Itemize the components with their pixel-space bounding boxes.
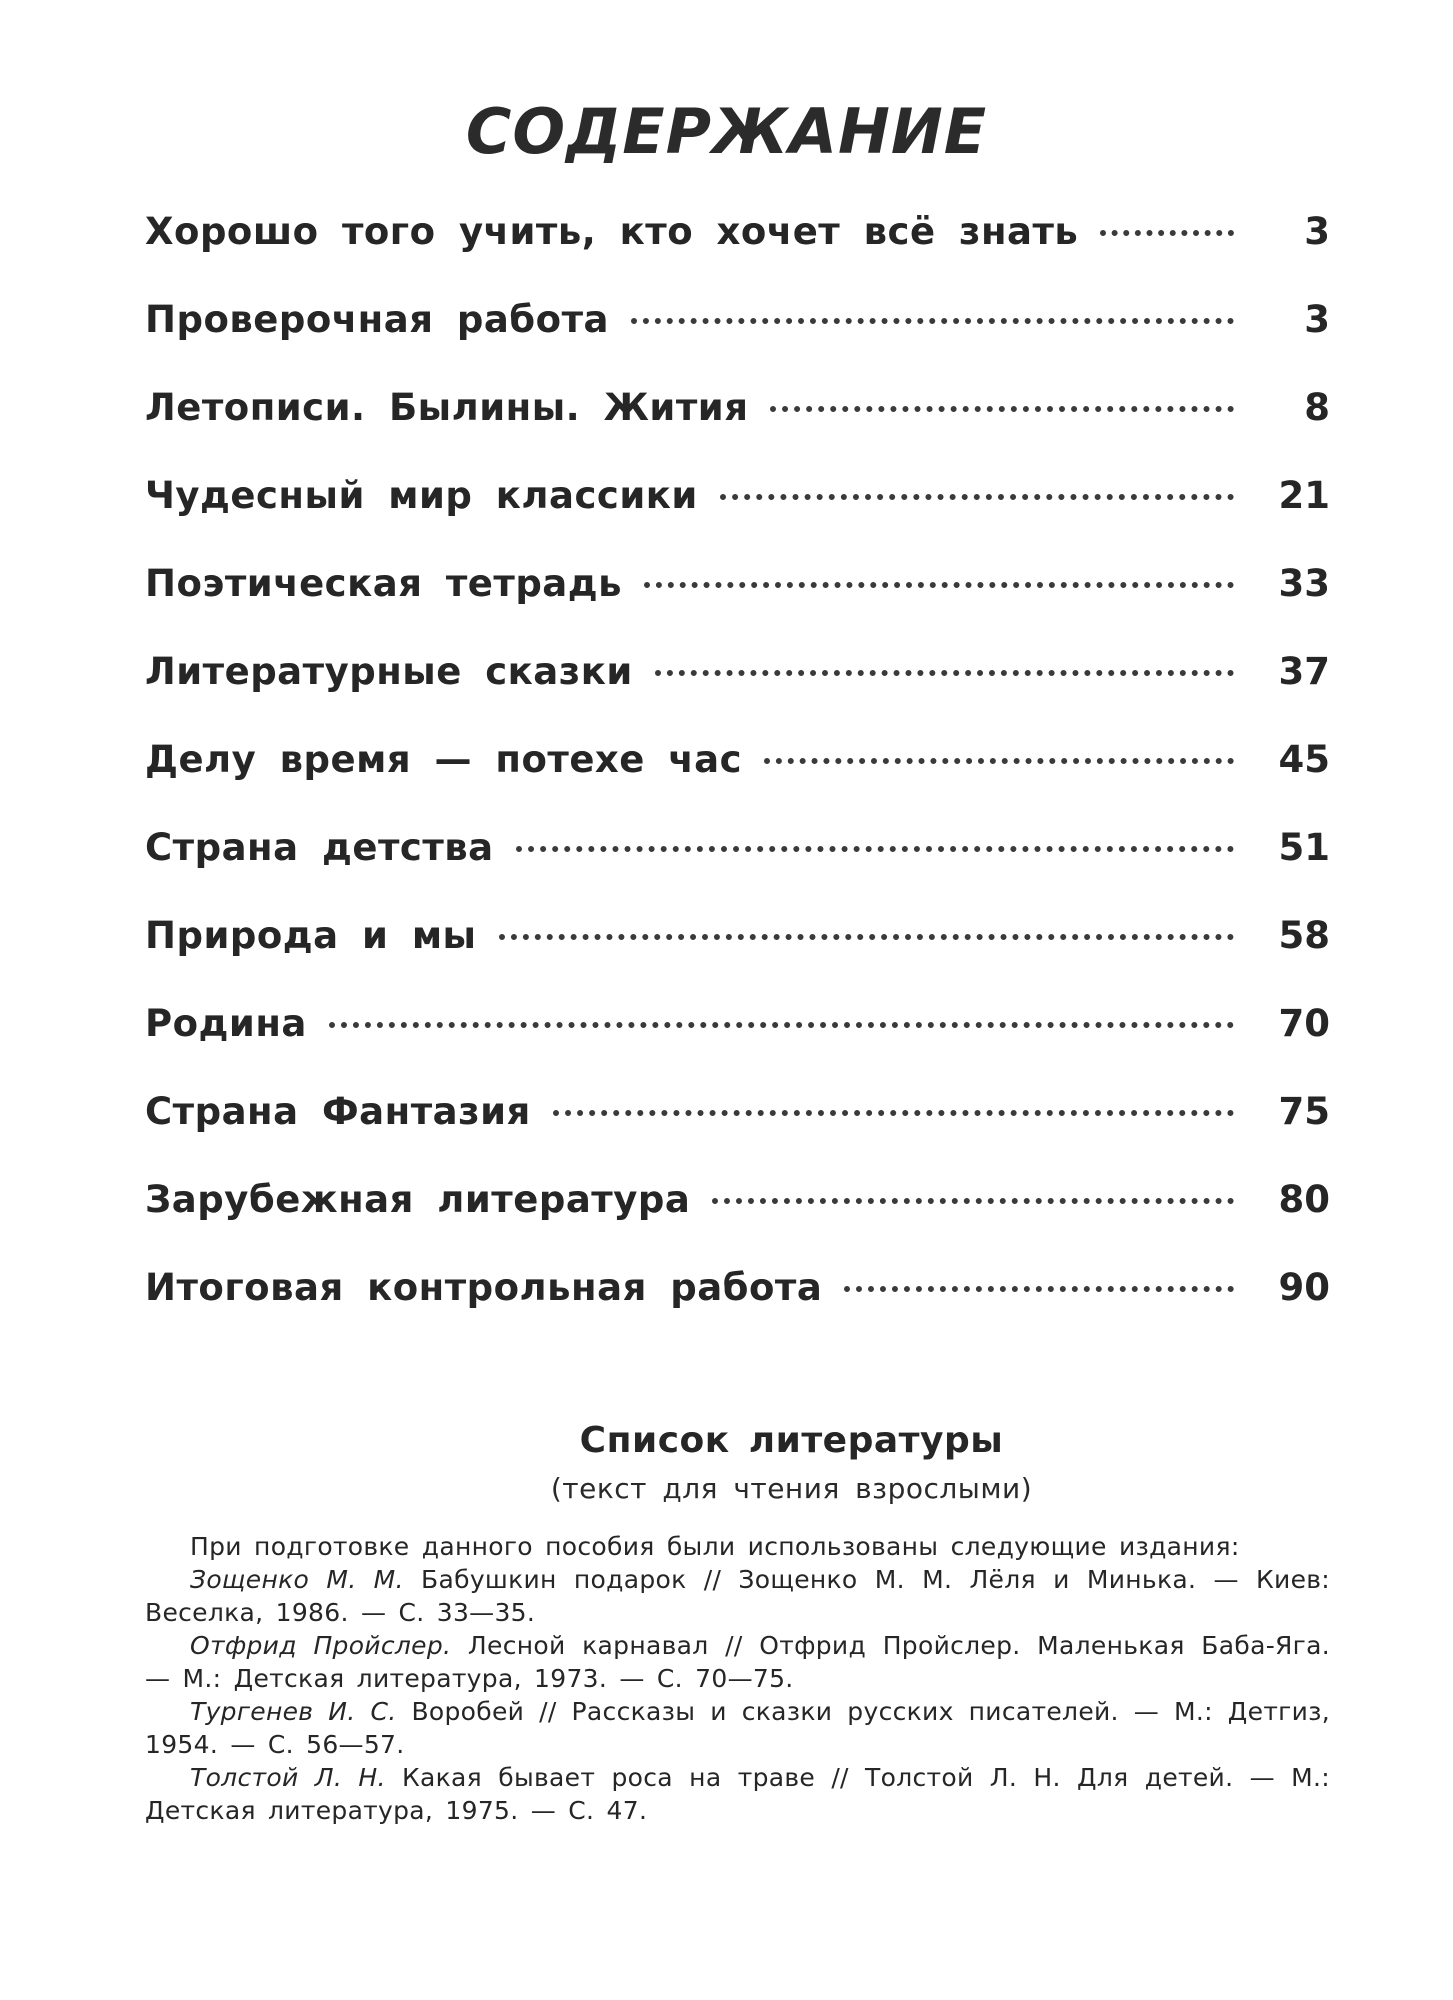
bibliography-subtitle: (текст для чтения взрослыми) (550, 1472, 1033, 1505)
toc-dot-leader (499, 934, 1234, 940)
toc-dot-leader (712, 1198, 1234, 1204)
bibliography-entry-text: Какая бывает роса на траве // Толстой Л. Н. Для детей. — М.: Детская литература, 1975. — С. 47. (145, 1763, 1330, 1825)
toc-entry (145, 738, 1330, 826)
toc-entry-label: Проверочная работа (145, 298, 609, 341)
toc-entry (145, 914, 1330, 1002)
toc-entry-label: Родина (145, 1002, 307, 1045)
toc-entry-page: 51 (1278, 826, 1330, 869)
toc-dot-leader (516, 846, 1234, 852)
toc-entry-page: 45 (1278, 738, 1330, 781)
toc-entry (145, 210, 1330, 298)
bibliography-title: Список литературы (579, 1420, 1004, 1461)
toc-entry-label: Делу время — потехе час (145, 738, 743, 781)
toc-entry (145, 562, 1330, 650)
toc-entry-page: 70 (1278, 1002, 1330, 1045)
toc-entry-page: 33 (1278, 562, 1330, 605)
bibliography-list (145, 1530, 1330, 1827)
toc-dot-leader (764, 758, 1234, 764)
toc-entry-page: 3 (1304, 210, 1330, 253)
toc-entry (145, 1266, 1330, 1354)
toc-dot-leader (329, 1022, 1234, 1028)
toc-entry-page: 21 (1278, 474, 1330, 517)
toc-entry-label: Хорошо того учить, кто хочет всё знать (145, 210, 1079, 253)
toc-entry (145, 650, 1330, 738)
bibliography-entry-text: Воробей // Рассказы и сказки русских писателей. — М.: Детгиз, 1954. — С. 56—57. (145, 1697, 1331, 1759)
bibliography-entry-text: Бабушкин подарок // Зощенко М. М. Лёля и Минька. — Киев: Веселка, 1986. — С. 33—35. (145, 1565, 1331, 1627)
toc-entry (145, 298, 1330, 386)
toc-dot-leader (644, 582, 1234, 588)
toc-entry-page: 80 (1278, 1178, 1330, 1221)
toc-dot-leader (844, 1286, 1234, 1292)
bibliography-entry-author: Зощенко М. М. (190, 1565, 404, 1594)
toc-entry-label: Зарубежная литература (145, 1178, 691, 1221)
toc-entry-label: Поэтическая тетрадь (145, 562, 623, 605)
toc-entry (145, 1178, 1330, 1266)
toc-dot-leader (770, 406, 1234, 412)
toc-entry-label: Чудесный мир классики (145, 474, 698, 517)
toc-entry-page: 3 (1304, 298, 1330, 341)
toc-dot-leader (631, 318, 1234, 324)
bibliography-entry (145, 1629, 1330, 1695)
toc-entry-label: Итоговая контрольная работа (145, 1266, 823, 1309)
toc-entry-label: Летописи. Былины. Жития (145, 386, 749, 429)
bibliography-entry (145, 1695, 1330, 1761)
toc-entry (145, 1002, 1330, 1090)
bibliography-entry-author: Отфрид Пройслер. (190, 1631, 452, 1660)
toc-entry-page: 58 (1278, 914, 1330, 957)
bibliography-entry (145, 1563, 1330, 1629)
page-title: СОДЕРЖАНИЕ (465, 95, 988, 168)
toc-entry (145, 1090, 1330, 1178)
toc-entry-label: Литературные сказки (145, 650, 633, 693)
toc-entry (145, 474, 1330, 562)
toc-entry-page: 90 (1278, 1266, 1330, 1309)
toc-dot-leader (1100, 230, 1234, 236)
table-of-contents (145, 210, 1330, 1354)
toc-dot-leader (655, 670, 1234, 676)
toc-entry-label: Страна детства (145, 826, 494, 869)
bibliography-entry-author: Тургенев И. С. (190, 1697, 397, 1726)
toc-entry-page: 8 (1304, 386, 1330, 429)
toc-entry-label: Страна Фантазия (145, 1090, 531, 1133)
toc-entry-label: Природа и мы (145, 914, 477, 957)
bibliography-entry (145, 1761, 1330, 1827)
bibliography-intro: При подготовке данного пособия были использованы следующие издания: (190, 1532, 1240, 1561)
toc-dot-leader (720, 494, 1234, 500)
toc-entry (145, 386, 1330, 474)
bibliography-entry-text: Лесной карнавал // Отфрид Пройслер. Маленькая Баба-Яга. — М.: Детская литература, 1973. — С. 70—75. (145, 1631, 1330, 1693)
toc-entry-page: 37 (1278, 650, 1330, 693)
bibliography-entry-author: Толстой Л. Н. (190, 1763, 386, 1792)
toc-entry (145, 826, 1330, 914)
toc-entry-page: 75 (1278, 1090, 1330, 1133)
toc-dot-leader (553, 1110, 1234, 1116)
